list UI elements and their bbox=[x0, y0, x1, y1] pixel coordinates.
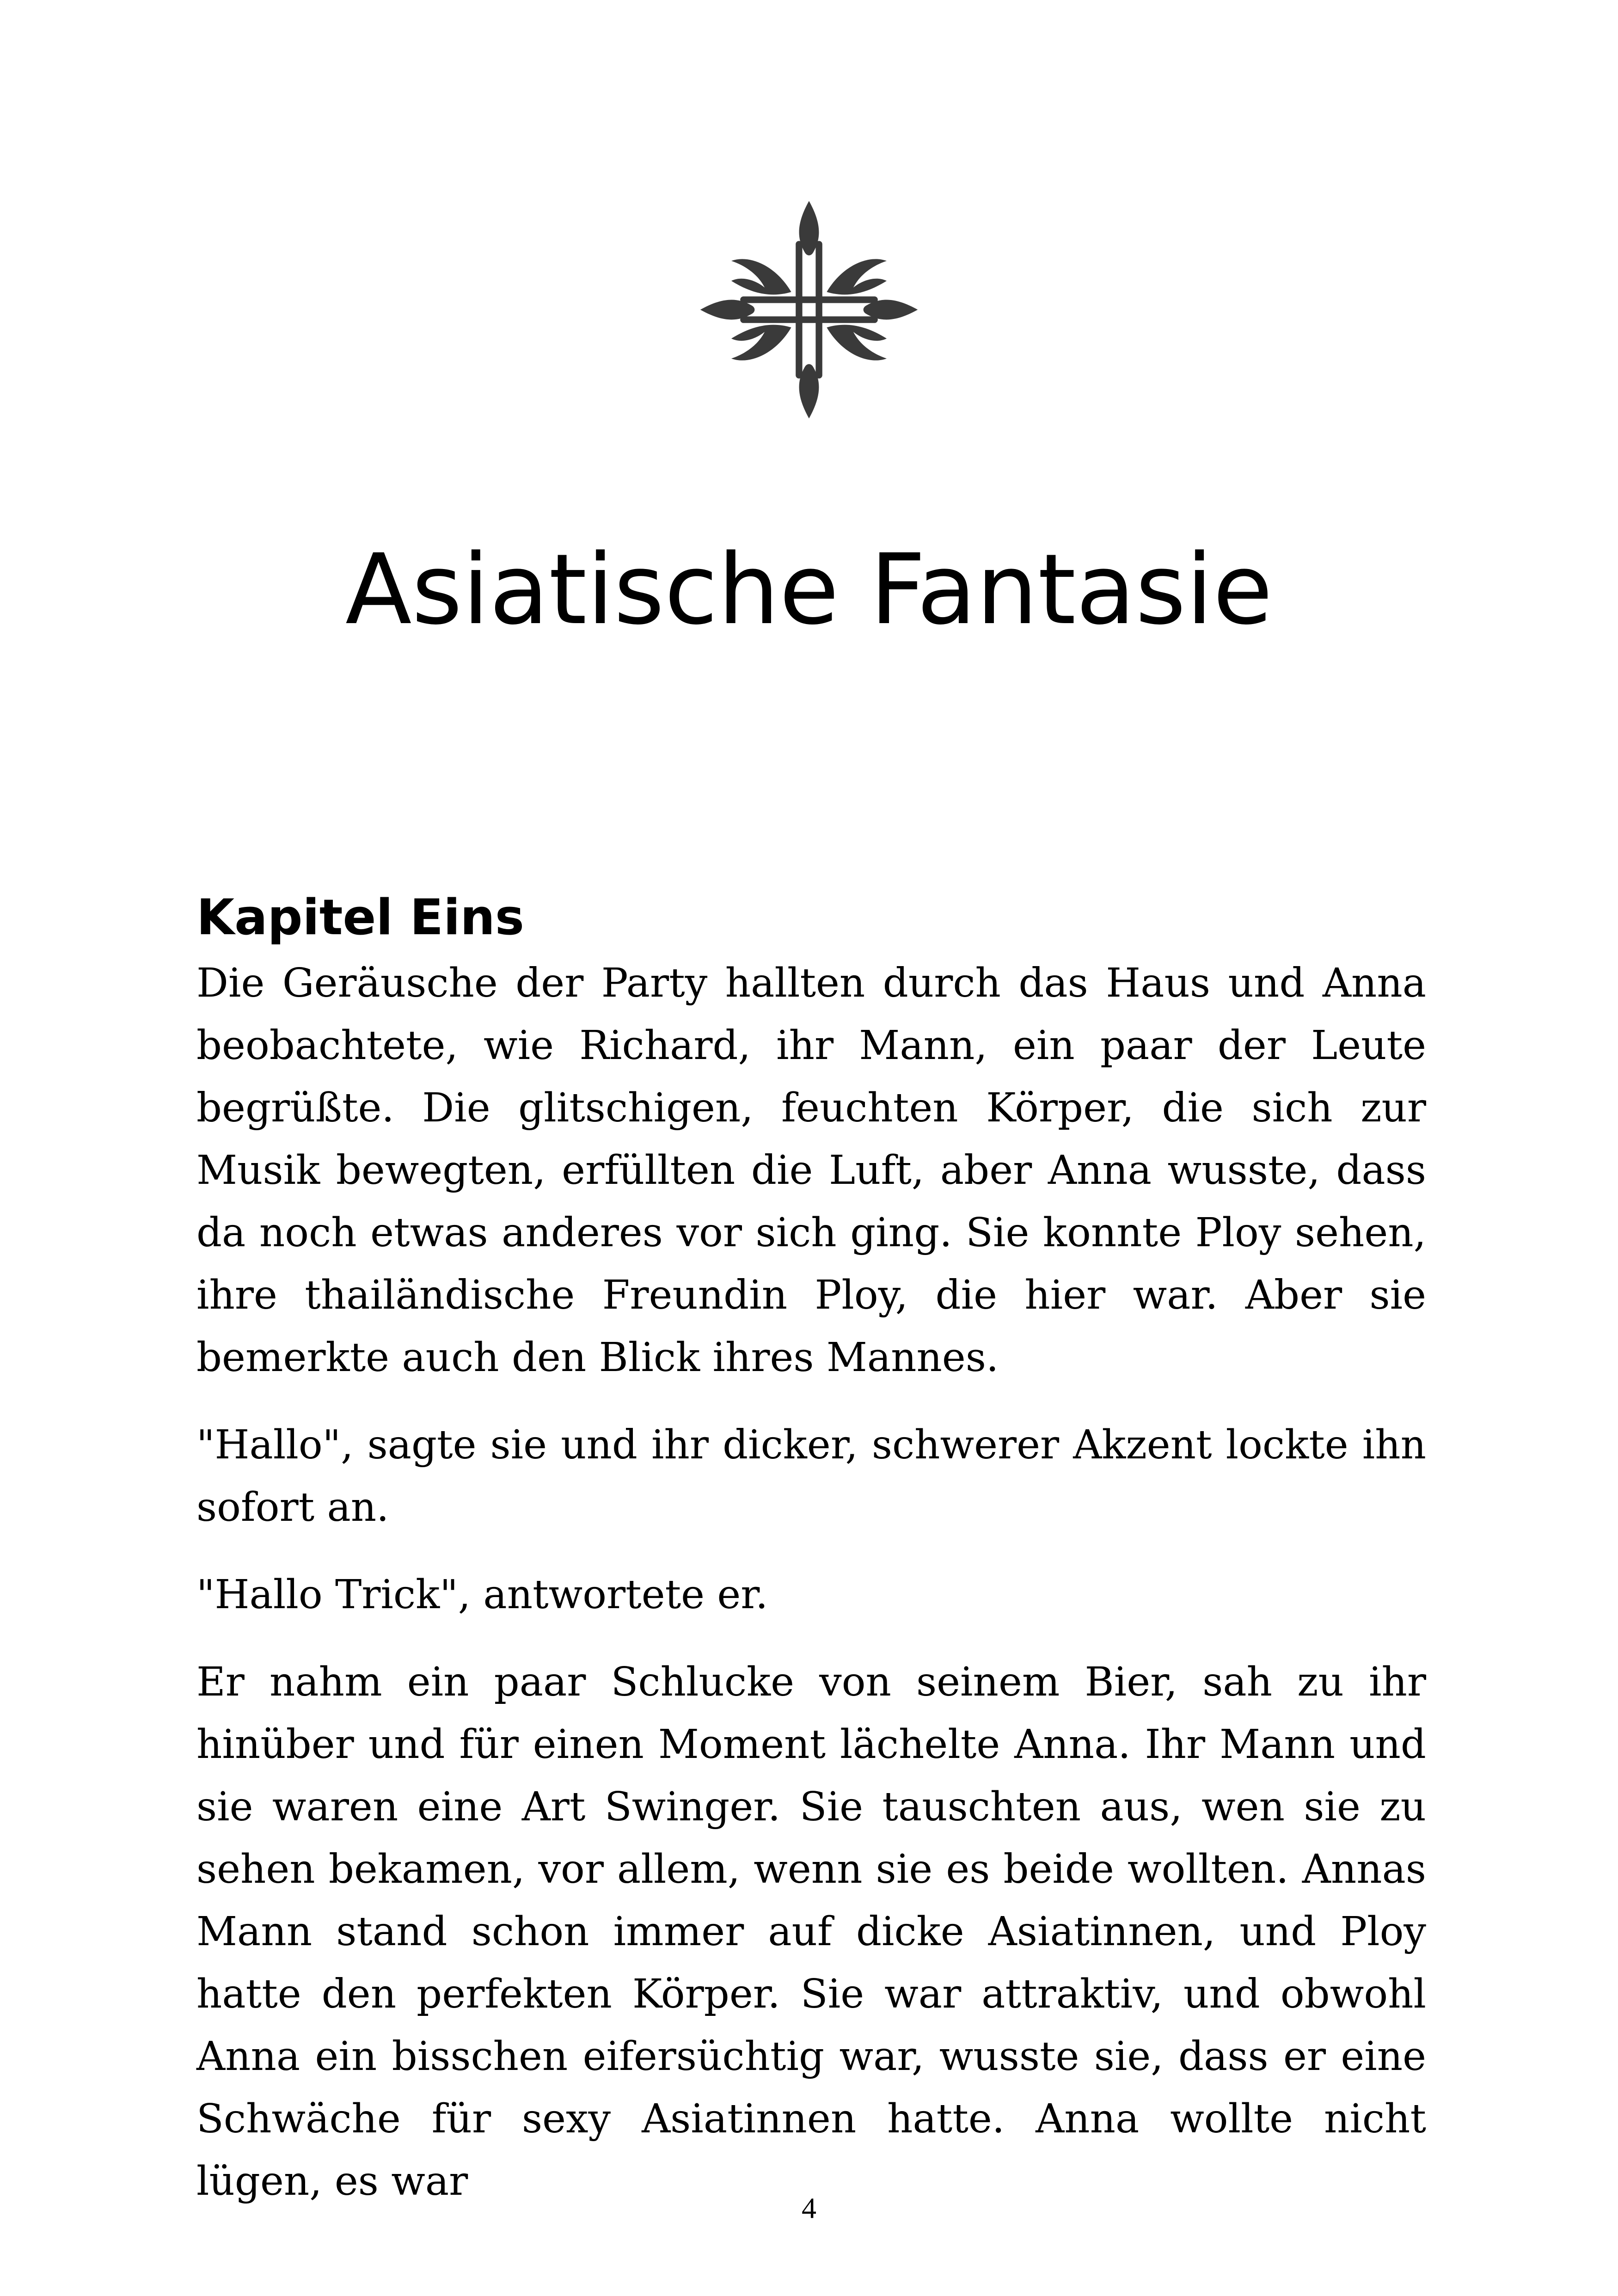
chapter-body bbox=[196, 883, 1426, 2238]
book-title: Asiatische Fantasie bbox=[345, 533, 1273, 646]
paragraph: "Hallo", sagte sie und ihr dicker, schwerer Akzent lockte ihn sofort an. bbox=[196, 1422, 1426, 1531]
page-number: 4 bbox=[802, 2192, 816, 2224]
chapter-ornament bbox=[698, 199, 920, 421]
paragraph: "Hallo Trick", antwortete er. bbox=[196, 1572, 768, 1618]
celtic-cross-knot-icon bbox=[698, 199, 920, 421]
paragraph: Er nahm ein paar Schlucke von seinem Bier, sah zu ihr hinüber und für einen Moment lächelte Anna. Ihr Mann und sie waren eine Art Swinger. Sie tauschten aus, wen sie zu sehen bekamen, vor allem, wenn sie es beide wollten. Annas Mann stand schon immer auf dicke Asiatinnen, und Ploy hatte den perfekten Körper. Sie war attraktiv, und obwohl Anna ein bisschen eifersüchtig war, wusste sie, dass er eine Schwäche für sexy Asiatinnen hatte. Anna wollte nicht lügen, es war bbox=[196, 1659, 1426, 2204]
paragraph: Die Geräusche der Party hallten durch das Haus und Anna beobachtete, wie Richard, ihr Mann, ein paar der Leute begrüßte. Die glitschigen, feuchten Körper, die sich zur Musik bewegten, erfüllten die Luft, aber Anna wusste, dass da noch etwas anderes vor sich ging. Sie konnte Ploy sehen, ihre thailändische Freundin Ploy, die hier war. Aber sie bemerkte auch den Blick ihres Mannes. bbox=[196, 960, 1426, 1381]
chapter-title: Kapitel Eins bbox=[196, 889, 524, 946]
